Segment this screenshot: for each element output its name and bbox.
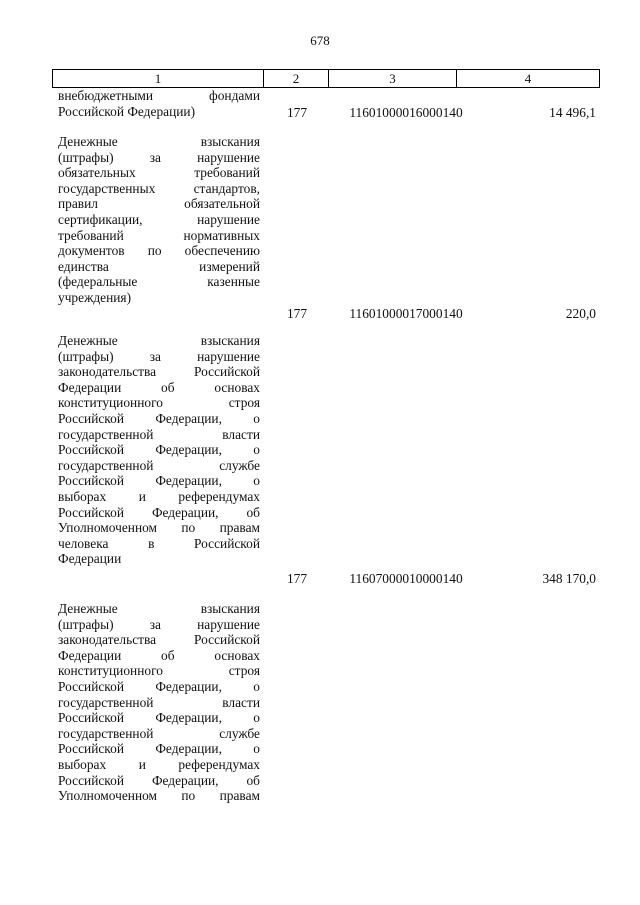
description-line: (федеральные казенные: [58, 274, 260, 290]
row-description: [58, 601, 260, 804]
description-line: государственных стандартов,: [58, 180, 260, 196]
description-line: государственной службе: [58, 457, 260, 473]
description-line: Российской Федерации, о: [58, 410, 260, 426]
description-line: Российской Федерации): [58, 103, 196, 119]
description-line: внебюджетными фондами: [58, 88, 260, 103]
header-col-3: 3: [329, 70, 457, 87]
description-line: единства измерений: [58, 258, 260, 274]
description-line: Российской Федерации, об: [58, 772, 260, 788]
description-line: Уполномоченном по правам: [58, 520, 260, 536]
kbk-code: 11601000017000140: [349, 306, 463, 321]
description-line: государственной службе: [58, 725, 260, 741]
description-line: Российской Федерации, о: [58, 442, 260, 458]
row-description: [58, 88, 260, 119]
header-col-1: 1: [53, 70, 264, 87]
admin-code: 177: [286, 306, 308, 321]
page-number: 678: [310, 33, 330, 48]
admin-code: 177: [286, 571, 308, 586]
kbk-code: 11601000016000140: [349, 105, 463, 120]
description-line: (штрафы) за нарушение: [58, 348, 260, 364]
header-col-2: 2: [264, 70, 329, 87]
description-line: выборах и референдумах: [58, 756, 260, 772]
kbk-code: 11607000010000140: [349, 571, 463, 586]
description-line: Федерации об основах: [58, 379, 260, 395]
description-line: государственной власти: [58, 694, 260, 710]
table-row: [52, 88, 600, 128]
amount: 348 170,0: [542, 571, 596, 586]
amount: 220,0: [565, 306, 596, 321]
table-header: [52, 69, 600, 88]
description-line: Денежные взыскания: [58, 333, 260, 348]
description-line: учреждения): [58, 289, 132, 305]
description-line: Российской Федерации, о: [58, 710, 260, 726]
description-line: Российской Федерации, о: [58, 678, 260, 694]
description-line: Российской Федерации, о: [58, 473, 260, 489]
description-line: Федерации: [58, 551, 122, 567]
description-line: сертификации, нарушение: [58, 211, 260, 227]
description-line: Российской Федерации, об: [58, 504, 260, 520]
description-line: документов по обеспечению: [58, 243, 260, 259]
amount: 14 496,1: [549, 105, 596, 120]
description-line: Федерации об основах: [58, 647, 260, 663]
description-line: конституционного строя: [58, 395, 260, 411]
description-line: законодательства Российской: [58, 632, 260, 648]
description-line: конституционного строя: [58, 663, 260, 679]
row-description: [58, 134, 260, 306]
admin-code: 177: [286, 105, 308, 120]
description-line: выборах и референдумах: [58, 488, 260, 504]
description-line: требований нормативных: [58, 227, 260, 243]
header-col-4: 4: [524, 71, 532, 86]
table-row: [52, 333, 600, 593]
description-line: Денежные взыскания: [58, 134, 260, 149]
description-line: правил обязательной: [58, 196, 260, 212]
description-line: государственной власти: [58, 426, 260, 442]
row-description: [58, 333, 260, 567]
table-row: [52, 134, 600, 324]
description-line: законодательства Российской: [58, 364, 260, 380]
table-row: [52, 601, 600, 821]
description-line: Российской Федерации, о: [58, 741, 260, 757]
description-line: обязательных требований: [58, 165, 260, 181]
description-line: Уполномоченном по правам: [58, 788, 260, 804]
description-line: человека в Российской: [58, 535, 260, 551]
description-line: (штрафы) за нарушение: [58, 149, 260, 165]
description-line: Денежные взыскания: [58, 601, 260, 616]
description-line: (штрафы) за нарушение: [58, 616, 260, 632]
